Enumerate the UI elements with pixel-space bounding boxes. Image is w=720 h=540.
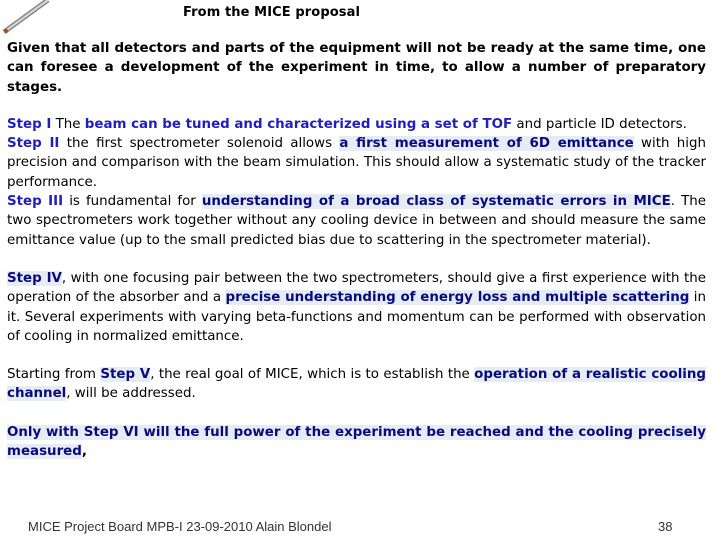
step-5-paragraph	[7, 365, 706, 404]
step-5-emphasis: operation of a realistic cooling channel	[7, 367, 707, 402]
page-number: 38	[658, 519, 673, 534]
step-2-emphasis: a first measurement of 6D emittance	[339, 136, 634, 152]
step-6-paragraph	[7, 423, 706, 462]
step-3-label: Step III	[7, 194, 64, 210]
step-3-paragraph	[7, 192, 706, 250]
slide-body	[7, 39, 706, 461]
step-4-label: Step IV	[7, 270, 62, 286]
step-4-paragraph	[7, 269, 706, 346]
spacer	[7, 250, 706, 269]
step-5-label: Step V	[100, 367, 151, 383]
step-1-paragraph	[7, 115, 706, 134]
step-5-text-a: , the real goal of MICE, which is to establish the	[150, 367, 475, 383]
spacer	[7, 346, 706, 365]
step-2-text-a: the first spectrometer solenoid allows	[59, 136, 340, 152]
step-3-text-b: . The two spectrometers work together without any cooling device in between and should measure the same emittance value (up to the small predicted bias due to scattering in the spectrometer material).	[7, 194, 707, 248]
step-5-text-b: , will be addressed.	[66, 386, 196, 402]
step-2-label: Step II	[7, 136, 60, 152]
step-2-text-b: with high precision and comparison with the beam simulation. This should allow a systematic study of the tracker performance.	[7, 136, 706, 190]
step-1-emphasis: beam can be tuned and characterized using a set of TOF	[84, 116, 513, 132]
step-4-emphasis: precise understanding of energy loss and multiple scattering	[225, 290, 690, 306]
step-3-text-a: is fundamental for	[63, 194, 202, 210]
intro-paragraph: Given that all detectors and parts of the equipment will not be ready at the same time, one can foresee a development of the experiment in time, to allow a number of preparatory stages.	[7, 41, 706, 95]
step-4-text-a: , with one focusing pair between the two spectrometers, should give a first experience with the operation of the absorber and a	[7, 270, 706, 306]
step-3-emphasis: understanding of a broad class of systematic errors in MICE	[201, 194, 671, 210]
step-1-label: Step I	[7, 116, 52, 132]
page-title: From the MICE proposal	[183, 5, 361, 20]
step-5-text-pre: Starting from	[7, 367, 101, 383]
spacer	[7, 404, 706, 423]
step-6-text-b: ,	[81, 444, 87, 460]
corner-decoration	[0, 0, 60, 36]
step-2-paragraph	[7, 134, 706, 192]
step-1-text-a: The	[51, 116, 85, 132]
step-6-emphasis: Only with Step VI will the full power of the experiment be reached and the cooling precisely measured	[7, 424, 706, 460]
step-1-text-b: and particle ID detectors.	[512, 116, 687, 132]
footer-text: MICE Project Board MPB-I 23-09-2010 Alain Blondel	[28, 519, 332, 534]
step-4-text-b: in it. Several experiments with varying beta-functions and momentum can be performed with observation of cooling in normalized emittance.	[7, 290, 706, 344]
spacer	[7, 97, 706, 115]
